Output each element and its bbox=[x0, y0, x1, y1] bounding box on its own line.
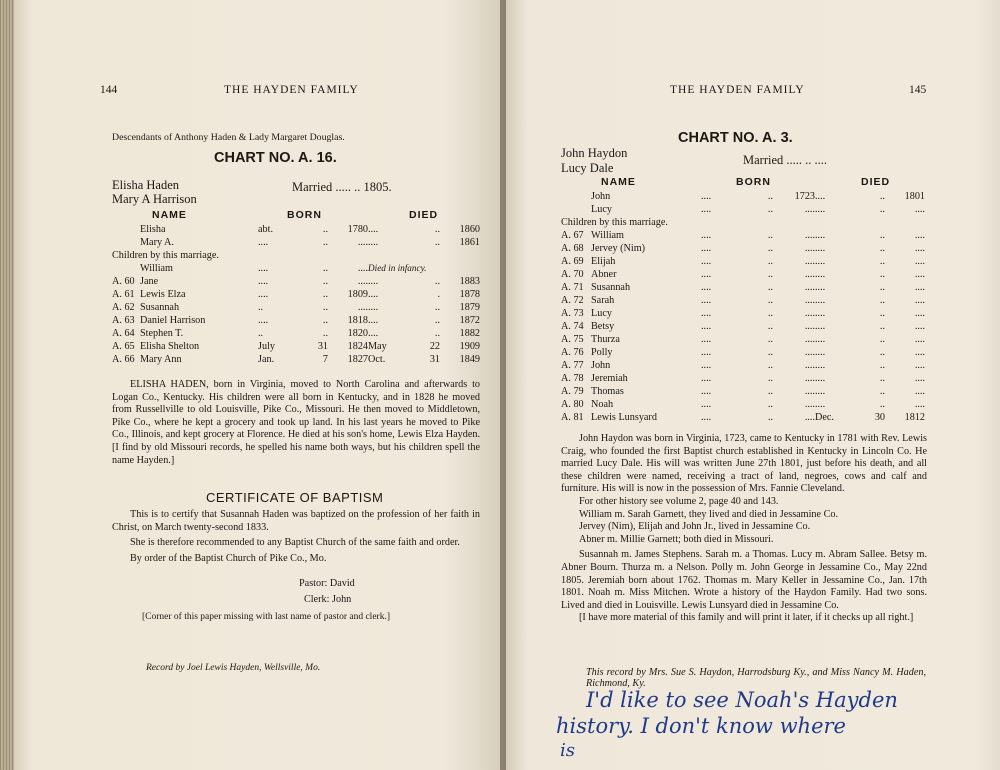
children-label: Children by this marriage. bbox=[112, 250, 219, 261]
cell-id: A. 62 bbox=[112, 302, 135, 313]
cell-b1: .... bbox=[701, 386, 712, 397]
corner-note: [Corner of this paper missing with last name of pastor and clerk.] bbox=[142, 612, 390, 622]
cell-d1: .... bbox=[368, 276, 379, 287]
cell-id: A. 67 bbox=[561, 230, 584, 241]
cell-name: Mary Ann bbox=[140, 354, 182, 365]
cell-d3: 1861 bbox=[459, 237, 480, 248]
cell-b1: .... bbox=[701, 347, 712, 358]
page-number: 144 bbox=[100, 84, 118, 96]
cell-name: Stephen T. bbox=[140, 328, 184, 339]
cell-d2: .. bbox=[434, 315, 440, 326]
cell-b2: .. bbox=[767, 321, 773, 332]
cell-b2: .. bbox=[322, 224, 328, 235]
table-row bbox=[561, 255, 925, 268]
cell-name: Elisha bbox=[140, 224, 166, 235]
cell-b1: .... bbox=[258, 289, 269, 300]
table-row bbox=[561, 268, 925, 281]
cell-d3: 1872 bbox=[459, 315, 480, 326]
cell-d1: .... bbox=[368, 224, 379, 235]
cell-name: Noah bbox=[591, 399, 614, 410]
page-number: 145 bbox=[909, 84, 927, 96]
cell-b3: .... bbox=[357, 276, 368, 287]
cell-name: Susannah bbox=[140, 302, 180, 313]
table-row bbox=[561, 359, 925, 372]
cell-d1: .... bbox=[815, 399, 826, 410]
table-row bbox=[561, 190, 925, 203]
cell-b2: 31 bbox=[317, 341, 328, 352]
cell-d2: 22 bbox=[429, 341, 440, 352]
cell-b2: .. bbox=[767, 334, 773, 345]
cell-name: William bbox=[140, 263, 173, 274]
cell-d1: .... bbox=[815, 386, 826, 397]
table-row bbox=[561, 242, 925, 255]
cell-b3: .... bbox=[804, 334, 815, 345]
cell-d2: .. bbox=[879, 399, 885, 410]
cell-b1: .... bbox=[701, 373, 712, 384]
cell-d2: . bbox=[437, 289, 440, 300]
husband-name: John Haydon bbox=[561, 146, 628, 160]
cell-name: Thomas bbox=[591, 386, 624, 397]
cell-d2: .. bbox=[879, 373, 885, 384]
cell-b2: .. bbox=[767, 230, 773, 241]
chart-title: CHART NO. A. 3. bbox=[678, 130, 793, 146]
cell-name: Jane bbox=[140, 276, 159, 287]
cell-id: A. 69 bbox=[561, 256, 584, 267]
cell-name: Lewis Lunsyard bbox=[591, 412, 657, 423]
cell-b3: .... bbox=[357, 237, 368, 248]
cell-d1: .... bbox=[368, 302, 379, 313]
cell-d2: .. bbox=[879, 204, 885, 215]
cell-d2: .. bbox=[879, 360, 885, 371]
cell-d1: .... bbox=[815, 191, 826, 202]
table-row bbox=[112, 275, 480, 288]
cell-b3: 1820 bbox=[347, 328, 368, 339]
cell-id: A. 72 bbox=[561, 295, 584, 306]
cell-b1: .... bbox=[701, 282, 712, 293]
cell-name: William bbox=[591, 230, 624, 241]
cell-d2: .. bbox=[879, 386, 885, 397]
cell-id: A. 70 bbox=[561, 269, 584, 280]
wife-name: Mary A Harrison bbox=[112, 192, 197, 206]
cell-b3: 1809 bbox=[347, 289, 368, 300]
table-row bbox=[112, 353, 480, 366]
table-row bbox=[112, 223, 480, 236]
cell-name: Lucy bbox=[591, 308, 612, 319]
cell-d2: .. bbox=[434, 237, 440, 248]
cell-b1: Jan. bbox=[258, 354, 275, 365]
cell-d1: .... bbox=[815, 373, 826, 384]
cell-b1: .... bbox=[701, 204, 712, 215]
cell-d1: Dec. bbox=[815, 412, 834, 423]
cell-d3: .... bbox=[914, 282, 925, 293]
cell-b3: .... bbox=[804, 399, 815, 410]
table-row bbox=[561, 216, 925, 229]
cell-b3: .... bbox=[804, 256, 815, 267]
cell-d3: 1812 bbox=[904, 412, 925, 423]
cell-d3: 1883 bbox=[459, 276, 480, 287]
cell-b2: .. bbox=[767, 412, 773, 423]
col-born: BORN bbox=[287, 209, 322, 221]
cell-b2: .. bbox=[767, 243, 773, 254]
cell-d2: .. bbox=[879, 334, 885, 345]
cell-b2: .. bbox=[767, 282, 773, 293]
elisha-paragraph: ELISHA HADEN, born in Virginia, moved to North Carolina and afterwards to Logan Co., Kentucky. His children were all born in Kentucky, and in 1828 he moved from Russellville to old Louisville, Pike Co., Missouri. He then moved to Middletown, Pike Co., where he kept a grocery and took up land. In his last years he moved to Pike Co., Illinois, and kept grocery at Florence. He died at his son's home, Lewis Elza Hayden. [I find by old Missouri records, he spelled his name both ways, but his children spell the name Hayden.] bbox=[112, 379, 480, 466]
cell-b1: July bbox=[258, 341, 275, 352]
cell-d3: .... bbox=[914, 347, 925, 358]
col-name: NAME bbox=[152, 209, 187, 221]
cell-id: A. 66 bbox=[112, 354, 135, 365]
table-row bbox=[561, 307, 925, 320]
cell-d3: .... bbox=[914, 230, 925, 241]
cell-d3: 1879 bbox=[459, 302, 480, 313]
col-name: NAME bbox=[601, 176, 636, 188]
cell-d2: .. bbox=[879, 269, 885, 280]
cell-b2: .. bbox=[767, 399, 773, 410]
cell-d1: .... bbox=[815, 295, 826, 306]
cell-b3: .... bbox=[804, 321, 815, 332]
cell-b1: .... bbox=[701, 230, 712, 241]
cell-name: Abner bbox=[591, 269, 617, 280]
handwritten-note-line-2: history. I don't know where bbox=[556, 714, 846, 738]
cell-b2: .. bbox=[767, 295, 773, 306]
cell-b1: .... bbox=[701, 191, 712, 202]
cell-d3: 1801 bbox=[904, 191, 925, 202]
col-died: DIED bbox=[861, 176, 891, 188]
cell-b2: .. bbox=[767, 386, 773, 397]
children-label: Children by this marriage. bbox=[561, 217, 668, 228]
table-row bbox=[112, 249, 480, 262]
cell-b2: .. bbox=[767, 347, 773, 358]
cell-b3: .... bbox=[804, 412, 815, 423]
cell-id: A. 60 bbox=[112, 276, 135, 287]
cell-d3: 1909 bbox=[459, 341, 480, 352]
cell-b2: .. bbox=[322, 328, 328, 339]
table-row bbox=[112, 340, 480, 353]
cell-b1: .... bbox=[258, 276, 269, 287]
table-row bbox=[561, 294, 925, 307]
cell-id: A. 61 bbox=[112, 289, 135, 300]
cell-d2: 30 bbox=[874, 412, 885, 423]
cell-d2: .. bbox=[879, 321, 885, 332]
cell-name: Sarah bbox=[591, 295, 615, 306]
cell-id: A. 73 bbox=[561, 308, 584, 319]
cell-b3: 1827 bbox=[347, 354, 368, 365]
cell-b2: .. bbox=[322, 276, 328, 287]
cell-d2: 31 bbox=[429, 354, 440, 365]
record-line: Record by Joel Lewis Hayden, Wellsville, Mo. bbox=[146, 663, 321, 673]
table-row bbox=[112, 327, 480, 340]
cell-id bbox=[112, 236, 140, 249]
table-row bbox=[561, 320, 925, 333]
table-row bbox=[561, 281, 925, 294]
cell-d2: .. bbox=[434, 328, 440, 339]
cell-id bbox=[561, 203, 591, 216]
cell-id: A. 80 bbox=[561, 399, 584, 410]
cell-b1: .... bbox=[258, 237, 269, 248]
cell-b3: .... bbox=[804, 386, 815, 397]
cell-b2: .. bbox=[767, 360, 773, 371]
cell-b1: .. bbox=[258, 328, 264, 339]
cell-d2: .. bbox=[434, 276, 440, 287]
cell-b2: .. bbox=[767, 256, 773, 267]
col-died: DIED bbox=[409, 209, 439, 221]
table-row bbox=[561, 411, 925, 424]
cell-b3: .... bbox=[357, 263, 368, 274]
cell-d3: .... bbox=[914, 243, 925, 254]
cell-d3: 1882 bbox=[459, 328, 480, 339]
cell-id: A. 65 bbox=[112, 341, 135, 352]
cell-id: A. 78 bbox=[561, 373, 584, 384]
cell-d3: .... bbox=[914, 386, 925, 397]
cell-d3: .... bbox=[914, 334, 925, 345]
cell-b2: .. bbox=[322, 237, 328, 248]
cell-name: Elijah bbox=[591, 256, 616, 267]
cell-b3: 1780 bbox=[347, 224, 368, 235]
wife-name: Lucy Dale bbox=[561, 161, 614, 175]
cell-b2: .. bbox=[767, 269, 773, 280]
cell-d3: .... bbox=[914, 399, 925, 410]
table-row bbox=[112, 236, 480, 249]
cell-d3: .... bbox=[914, 204, 925, 215]
cell-b2: .. bbox=[767, 191, 773, 202]
left-chart-table bbox=[112, 223, 480, 366]
cell-d1: .... bbox=[815, 269, 826, 280]
running-head: THE HAYDEN FAMILY bbox=[224, 84, 359, 96]
cell-b2: .. bbox=[767, 373, 773, 384]
cell-b2: .. bbox=[767, 308, 773, 319]
cell-b1: .... bbox=[701, 334, 712, 345]
cell-d1: .... bbox=[815, 243, 826, 254]
table-row bbox=[112, 262, 480, 275]
cell-id bbox=[112, 262, 140, 275]
cell-d1: .... bbox=[368, 289, 379, 300]
cell-id: A. 64 bbox=[112, 328, 135, 339]
cell-d1: .... bbox=[815, 282, 826, 293]
cell-d3: .... bbox=[914, 269, 925, 280]
cell-b2: .. bbox=[322, 289, 328, 300]
table-row bbox=[112, 301, 480, 314]
cell-id: A. 68 bbox=[561, 243, 584, 254]
descent-line: Descendants of Anthony Haden & Lady Margaret Douglas. bbox=[112, 132, 345, 143]
cell-name: Lucy bbox=[591, 204, 612, 215]
cell-d3: .... bbox=[914, 295, 925, 306]
cell-d1: .... bbox=[815, 360, 826, 371]
cell-id: A. 77 bbox=[561, 360, 584, 371]
cell-d2: .. bbox=[879, 282, 885, 293]
right-page bbox=[506, 0, 1000, 770]
cell-b3: .... bbox=[804, 269, 815, 280]
table-row bbox=[561, 385, 925, 398]
cell-id: A. 71 bbox=[561, 282, 584, 293]
cell-name: John bbox=[591, 191, 611, 202]
cell-b3: .... bbox=[804, 373, 815, 384]
cell-id: A. 81 bbox=[561, 412, 584, 423]
cell-b3: 1723 bbox=[794, 191, 815, 202]
handwritten-note-line-1: I'd like to see Noah's Hayden bbox=[586, 688, 898, 712]
certificate-text: This is to certify that Susannah Haden was baptized on the profession of her faith in Christ, on March twenty-second 1833. She is therefore recommended to any Baptist Church of the same faith and order. By order of the Baptist Church of Pike Co., Mo. bbox=[112, 509, 480, 564]
cell-b1: .... bbox=[701, 321, 712, 332]
left-page bbox=[14, 0, 500, 770]
cell-b2: 7 bbox=[322, 354, 328, 365]
cell-d1: .... bbox=[815, 230, 826, 241]
cell-b1: .... bbox=[701, 399, 712, 410]
cell-d3: 1878 bbox=[459, 289, 480, 300]
cell-d2: .. bbox=[879, 347, 885, 358]
table-row bbox=[561, 346, 925, 359]
cell-b2: .. bbox=[322, 302, 328, 313]
cell-name: Susannah bbox=[591, 282, 631, 293]
cell-b1: .... bbox=[258, 263, 269, 274]
cell-d1: .... bbox=[815, 321, 826, 332]
cell-d1: Died in infancy. bbox=[368, 263, 427, 273]
table-row bbox=[561, 372, 925, 385]
cell-b1: .... bbox=[701, 256, 712, 267]
cell-id bbox=[561, 190, 591, 203]
col-born: BORN bbox=[736, 176, 771, 188]
cell-d2: .. bbox=[879, 256, 885, 267]
cell-d2: .. bbox=[879, 295, 885, 306]
cell-id: A. 75 bbox=[561, 334, 584, 345]
cell-b3: .... bbox=[804, 295, 815, 306]
cell-b1: .... bbox=[258, 315, 269, 326]
cell-id: A. 76 bbox=[561, 347, 584, 358]
cell-name: Lewis Elza bbox=[140, 289, 186, 300]
cell-name: Jeremiah bbox=[591, 373, 628, 384]
cell-d1: .... bbox=[815, 256, 826, 267]
cell-d1: .... bbox=[368, 237, 379, 248]
cell-b3: .... bbox=[804, 204, 815, 215]
cell-name: Daniel Harrison bbox=[140, 315, 206, 326]
cell-d1: .... bbox=[368, 315, 379, 326]
cell-b3: .... bbox=[804, 360, 815, 371]
table-row bbox=[112, 288, 480, 301]
certificate-title: CERTIFICATE OF BAPTISM bbox=[206, 490, 384, 505]
cell-name: Elisha Shelton bbox=[140, 341, 200, 352]
cell-id: A. 74 bbox=[561, 321, 584, 332]
cell-b1: .... bbox=[701, 295, 712, 306]
cell-b3: 1824 bbox=[347, 341, 368, 352]
cell-b1: .. bbox=[258, 302, 264, 313]
cell-id: A. 63 bbox=[112, 315, 135, 326]
cell-b3: .... bbox=[804, 243, 815, 254]
cell-b2: .. bbox=[767, 204, 773, 215]
cell-d1: .... bbox=[815, 308, 826, 319]
cell-b3: .... bbox=[804, 282, 815, 293]
cell-name: Jervey (Nim) bbox=[591, 243, 646, 254]
table-row bbox=[561, 229, 925, 242]
cell-b3: .... bbox=[804, 347, 815, 358]
husband-name: Elisha Haden bbox=[112, 178, 179, 192]
cell-d1: .... bbox=[815, 334, 826, 345]
table-row bbox=[561, 203, 925, 216]
clerk-line: Clerk: John bbox=[304, 594, 352, 605]
cell-name: Mary A. bbox=[140, 237, 174, 248]
cell-b1: .... bbox=[701, 412, 712, 423]
page-edges bbox=[0, 0, 14, 770]
john-paragraph: John Haydon was born in Virginia, 1723, came to Kentucky in 1781 with Rev. Lewis Craig, who founded the first Baptist church established in Kentucky in Lincoln Co. He married Lucy Dale. His will was written June 27th 1801, just before his death, and all these children were named, receiving a tract of land, negroes, cows and calf and furniture. His will is now in the possession of Mrs. Fannie Cleveland. For other history see volume 2, page 40 and 143. William m. Sarah Garnett, they lived and died in Jessamine Co. Jervey (Nim), Elijah and John Jr., lived in Jessamine Co. Abner m. Millie Garnett; both died in Missouri. Susannah m. James Stephens. Sarah m. a Thomas. Lucy m. Abram Sallee. Betsy m. Abner Bourn. Thurza m. a Nelson. Polly m. John George in Jessamine Co., May 22nd 1805. Jeremiah born about 1762. Thomas m. Mary Keller in Jessamine Co., Jan. 17th 1801. Noah m. Miss Mitchen. Wrote a history of the Haydon Family. Had two sons. Lived and died in Louisville. Lewis Lunsyard died in Jessamine Co. [I have more material of this family and will print it later, if it checks up all right.] bbox=[561, 433, 927, 624]
cell-b2: .. bbox=[322, 263, 328, 274]
cell-d3: .... bbox=[914, 360, 925, 371]
cell-b1: .... bbox=[701, 243, 712, 254]
cell-name: John bbox=[591, 360, 611, 371]
cell-d3: .... bbox=[914, 256, 925, 267]
cell-b3: .... bbox=[804, 308, 815, 319]
handwritten-note-line-3: is bbox=[560, 740, 575, 761]
cell-name: Betsy bbox=[591, 321, 615, 332]
table-row bbox=[112, 314, 480, 327]
cell-d2: .. bbox=[879, 308, 885, 319]
cell-b1: abt. bbox=[258, 224, 273, 235]
right-chart-table bbox=[561, 190, 925, 424]
cell-d1: .... bbox=[815, 347, 826, 358]
cell-d2: .. bbox=[434, 302, 440, 313]
cell-d2: .. bbox=[434, 224, 440, 235]
married-line: Married ..... .. 1805. bbox=[292, 180, 392, 194]
cell-id: A. 79 bbox=[561, 386, 584, 397]
cell-b2: .. bbox=[322, 315, 328, 326]
cell-d2: .. bbox=[879, 191, 885, 202]
cell-id bbox=[112, 223, 140, 236]
cell-d1: May bbox=[368, 341, 387, 352]
cell-b1: .... bbox=[701, 308, 712, 319]
cell-b1: .... bbox=[701, 360, 712, 371]
table-row bbox=[561, 333, 925, 346]
cell-b3: 1818 bbox=[347, 315, 368, 326]
cell-d2: .. bbox=[879, 243, 885, 254]
married-line: Married ..... .. .... bbox=[743, 153, 828, 167]
pastor-line: Pastor: David bbox=[299, 578, 355, 589]
running-head: THE HAYDEN FAMILY bbox=[670, 84, 805, 96]
cell-b1: .... bbox=[701, 269, 712, 280]
record-line: This record by Mrs. Sue S. Haydon, Harrodsburg Ky., and Miss Nancy M. Haden, Richmond, Ky. bbox=[586, 667, 926, 689]
cell-d2: .. bbox=[879, 230, 885, 241]
cell-d3: .... bbox=[914, 308, 925, 319]
cell-d1: .... bbox=[368, 328, 379, 339]
chart-title: CHART NO. A. 16. bbox=[214, 150, 337, 166]
cell-d3: .... bbox=[914, 321, 925, 332]
cell-d3: 1849 bbox=[459, 354, 480, 365]
cell-d3: 1860 bbox=[459, 224, 480, 235]
table-row bbox=[561, 398, 925, 411]
cell-d3: .... bbox=[914, 373, 925, 384]
cell-d1: Oct. bbox=[368, 354, 386, 365]
cell-name: Polly bbox=[591, 347, 613, 358]
cell-b3: .... bbox=[357, 302, 368, 313]
cell-b3: .... bbox=[804, 230, 815, 241]
cell-d1: .... bbox=[815, 204, 826, 215]
cell-name: Thurza bbox=[591, 334, 620, 345]
